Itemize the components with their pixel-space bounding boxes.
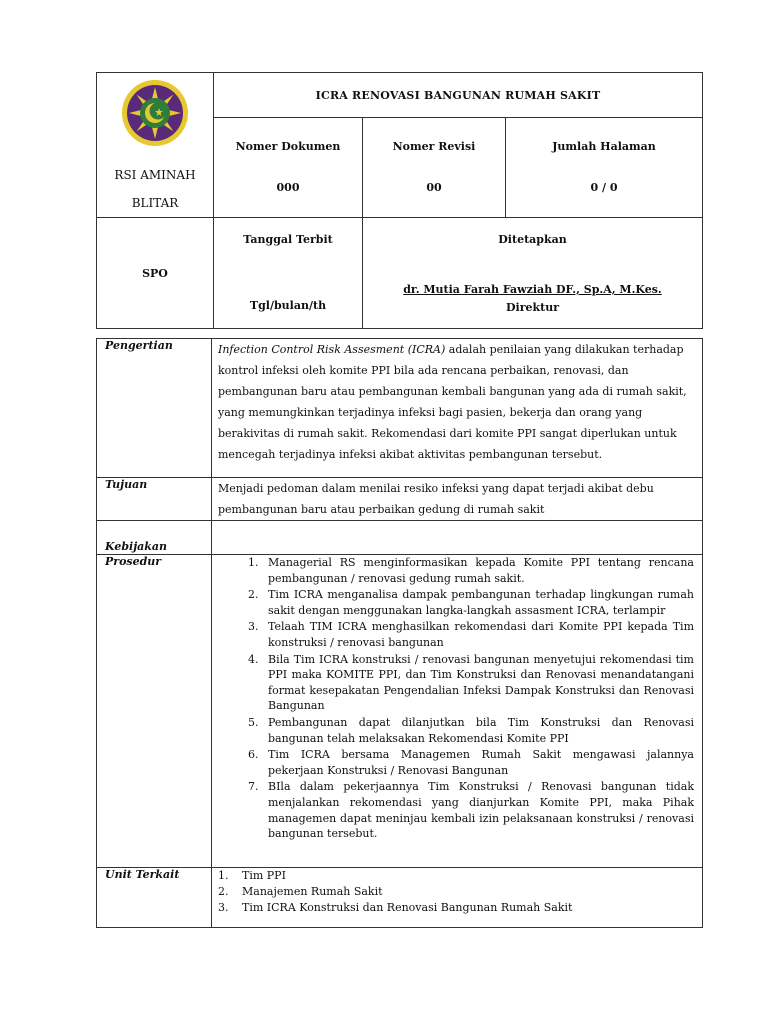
prosedur-item: 1. Managerial RS menginformasikan kepada Komite PPI tentang rencana pembangunan / renovasi gedung rumah sakit. <box>248 556 694 585</box>
prosedur-label: Prosedur <box>97 555 212 868</box>
signer-name: dr. Mutia Farah Fawziah DF., Sp.A, M.Kes. <box>403 283 662 296</box>
nomer-revisi-value: 00 <box>426 180 442 194</box>
unit-terkait-label: Unit Terkait <box>97 868 212 928</box>
kebijakan-label: Kebijakan <box>97 521 212 555</box>
pengertian-term: Infection Control Risk Assesment (ICRA) <box>218 343 446 356</box>
prosedur-list <box>218 555 694 842</box>
prosedur-item: 2. Tim ICRA menganalisa dampak pembangunan terhadap lingkungan rumah sakit dengan menggunakan langka-langkah assasment ICRA, terlampir <box>248 588 694 617</box>
prosedur-item: 4. Bila Tim ICRA konstruksi / renovasi bangunan menyetujui rekomendasi tim PPI maka KOMITE PPI, dan Tim Konstruksi dan Renovasi menandatangani format kesepakatan Pengendalian Infeksi Dampak Konstruksi dan Renovasi Bangunan <box>248 652 694 713</box>
jumlah-halaman-value: 0 / 0 <box>590 180 618 194</box>
prosedur-cell <box>212 555 703 868</box>
pengertian-label: Pengertian <box>97 339 212 478</box>
unit-item: 2. Manajemen Rumah Sakit <box>218 885 383 898</box>
unit-item: 1. Tim PPI <box>218 869 286 882</box>
unit-item: 3. Tim ICRA Konstruksi dan Renovasi Bangunan Rumah Sakit <box>218 901 573 914</box>
jumlah-halaman-label: Jumlah Halaman <box>552 139 656 153</box>
jumlah-halaman-cell <box>506 118 703 218</box>
pengertian-text <box>212 339 703 478</box>
kebijakan-text <box>212 521 703 555</box>
doc-type-spo: SPO <box>97 218 214 329</box>
nomer-dokumen-cell <box>214 118 363 218</box>
prosedur-item: 7. BIla dalam pekerjaannya Tim Konstruksi / Renovasi bangunan tidak menjalankan rekomendasi yang dianjurkan Komite PPI, maka Pihak managemen dapat meninjau kembali izin pelaksanaan konstruksi / renovasi bangunan tersebut. <box>248 780 694 841</box>
hospital-logo-icon <box>121 79 189 147</box>
unit-terkait-cell <box>212 868 703 928</box>
tujuan-text: Menjadi pedoman dalam menilai resiko infeksi yang dapat terjadi akibat debu pembangunan baru atau perbaikan gedung di rumah sakit <box>212 478 703 521</box>
ditetapkan-label: Ditetapkan <box>498 233 567 246</box>
prosedur-item: 3. Telaah TIM ICRA menghasilkan rekomendasi dari Komite PPI kepada Tim konstruksi / renovasi bangunan <box>248 620 694 649</box>
pengertian-definition: adalah penilaian yang dilakukan terhadap kontrol infeksi oleh komite PPI bila ada rencana perbaikan, renovasi, dan pembangunan baru atau pembangunan kembali bangunan yang ada di rumah sakit, yang memungkinkan terjadinya infeksi bagi pasien, bekerja dan orang yang berakivitas di rumah sakit. Rekomendasi dari komite PPI sangat diperlukan untuk mencegah terjadinya infeksi akibat aktivitas pembangunan tersebut. <box>218 343 687 461</box>
nomer-revisi-cell <box>363 118 506 218</box>
tanggal-terbit-value: Tgl/bulan/th <box>249 299 327 312</box>
nomer-revisi-label: Nomer Revisi <box>392 139 476 153</box>
unit-terkait-list <box>218 868 696 916</box>
hospital-name-line1: RSI AMINAH <box>114 168 196 182</box>
header-table <box>96 72 703 329</box>
content-table <box>96 338 703 928</box>
ditetapkan-cell <box>363 218 703 329</box>
prosedur-item: 6. Tim ICRA bersama Managemen Rumah Sakit mengawasi jalannya pekerjaan Konstruksi / Renovasi Bangunan <box>248 748 694 777</box>
hospital-cell <box>97 73 214 218</box>
tanggal-terbit-cell <box>214 218 363 329</box>
nomer-dokumen-value: 000 <box>276 180 300 194</box>
tanggal-terbit-label: Tanggal Terbit <box>243 233 333 246</box>
signer-role: Direktur <box>505 301 559 314</box>
hospital-name-line2: BLITAR <box>131 196 179 210</box>
document-title: ICRA RENOVASI BANGUNAN RUMAH SAKIT <box>214 73 703 118</box>
nomer-dokumen-label: Nomer Dokumen <box>235 139 341 153</box>
tujuan-label: Tujuan <box>97 478 212 521</box>
prosedur-item: 5. Pembangunan dapat dilanjutkan bila Tim Konstruksi dan Renovasi bangunan telah melaksakan Rekomendasi Komite PPI <box>248 715 694 745</box>
